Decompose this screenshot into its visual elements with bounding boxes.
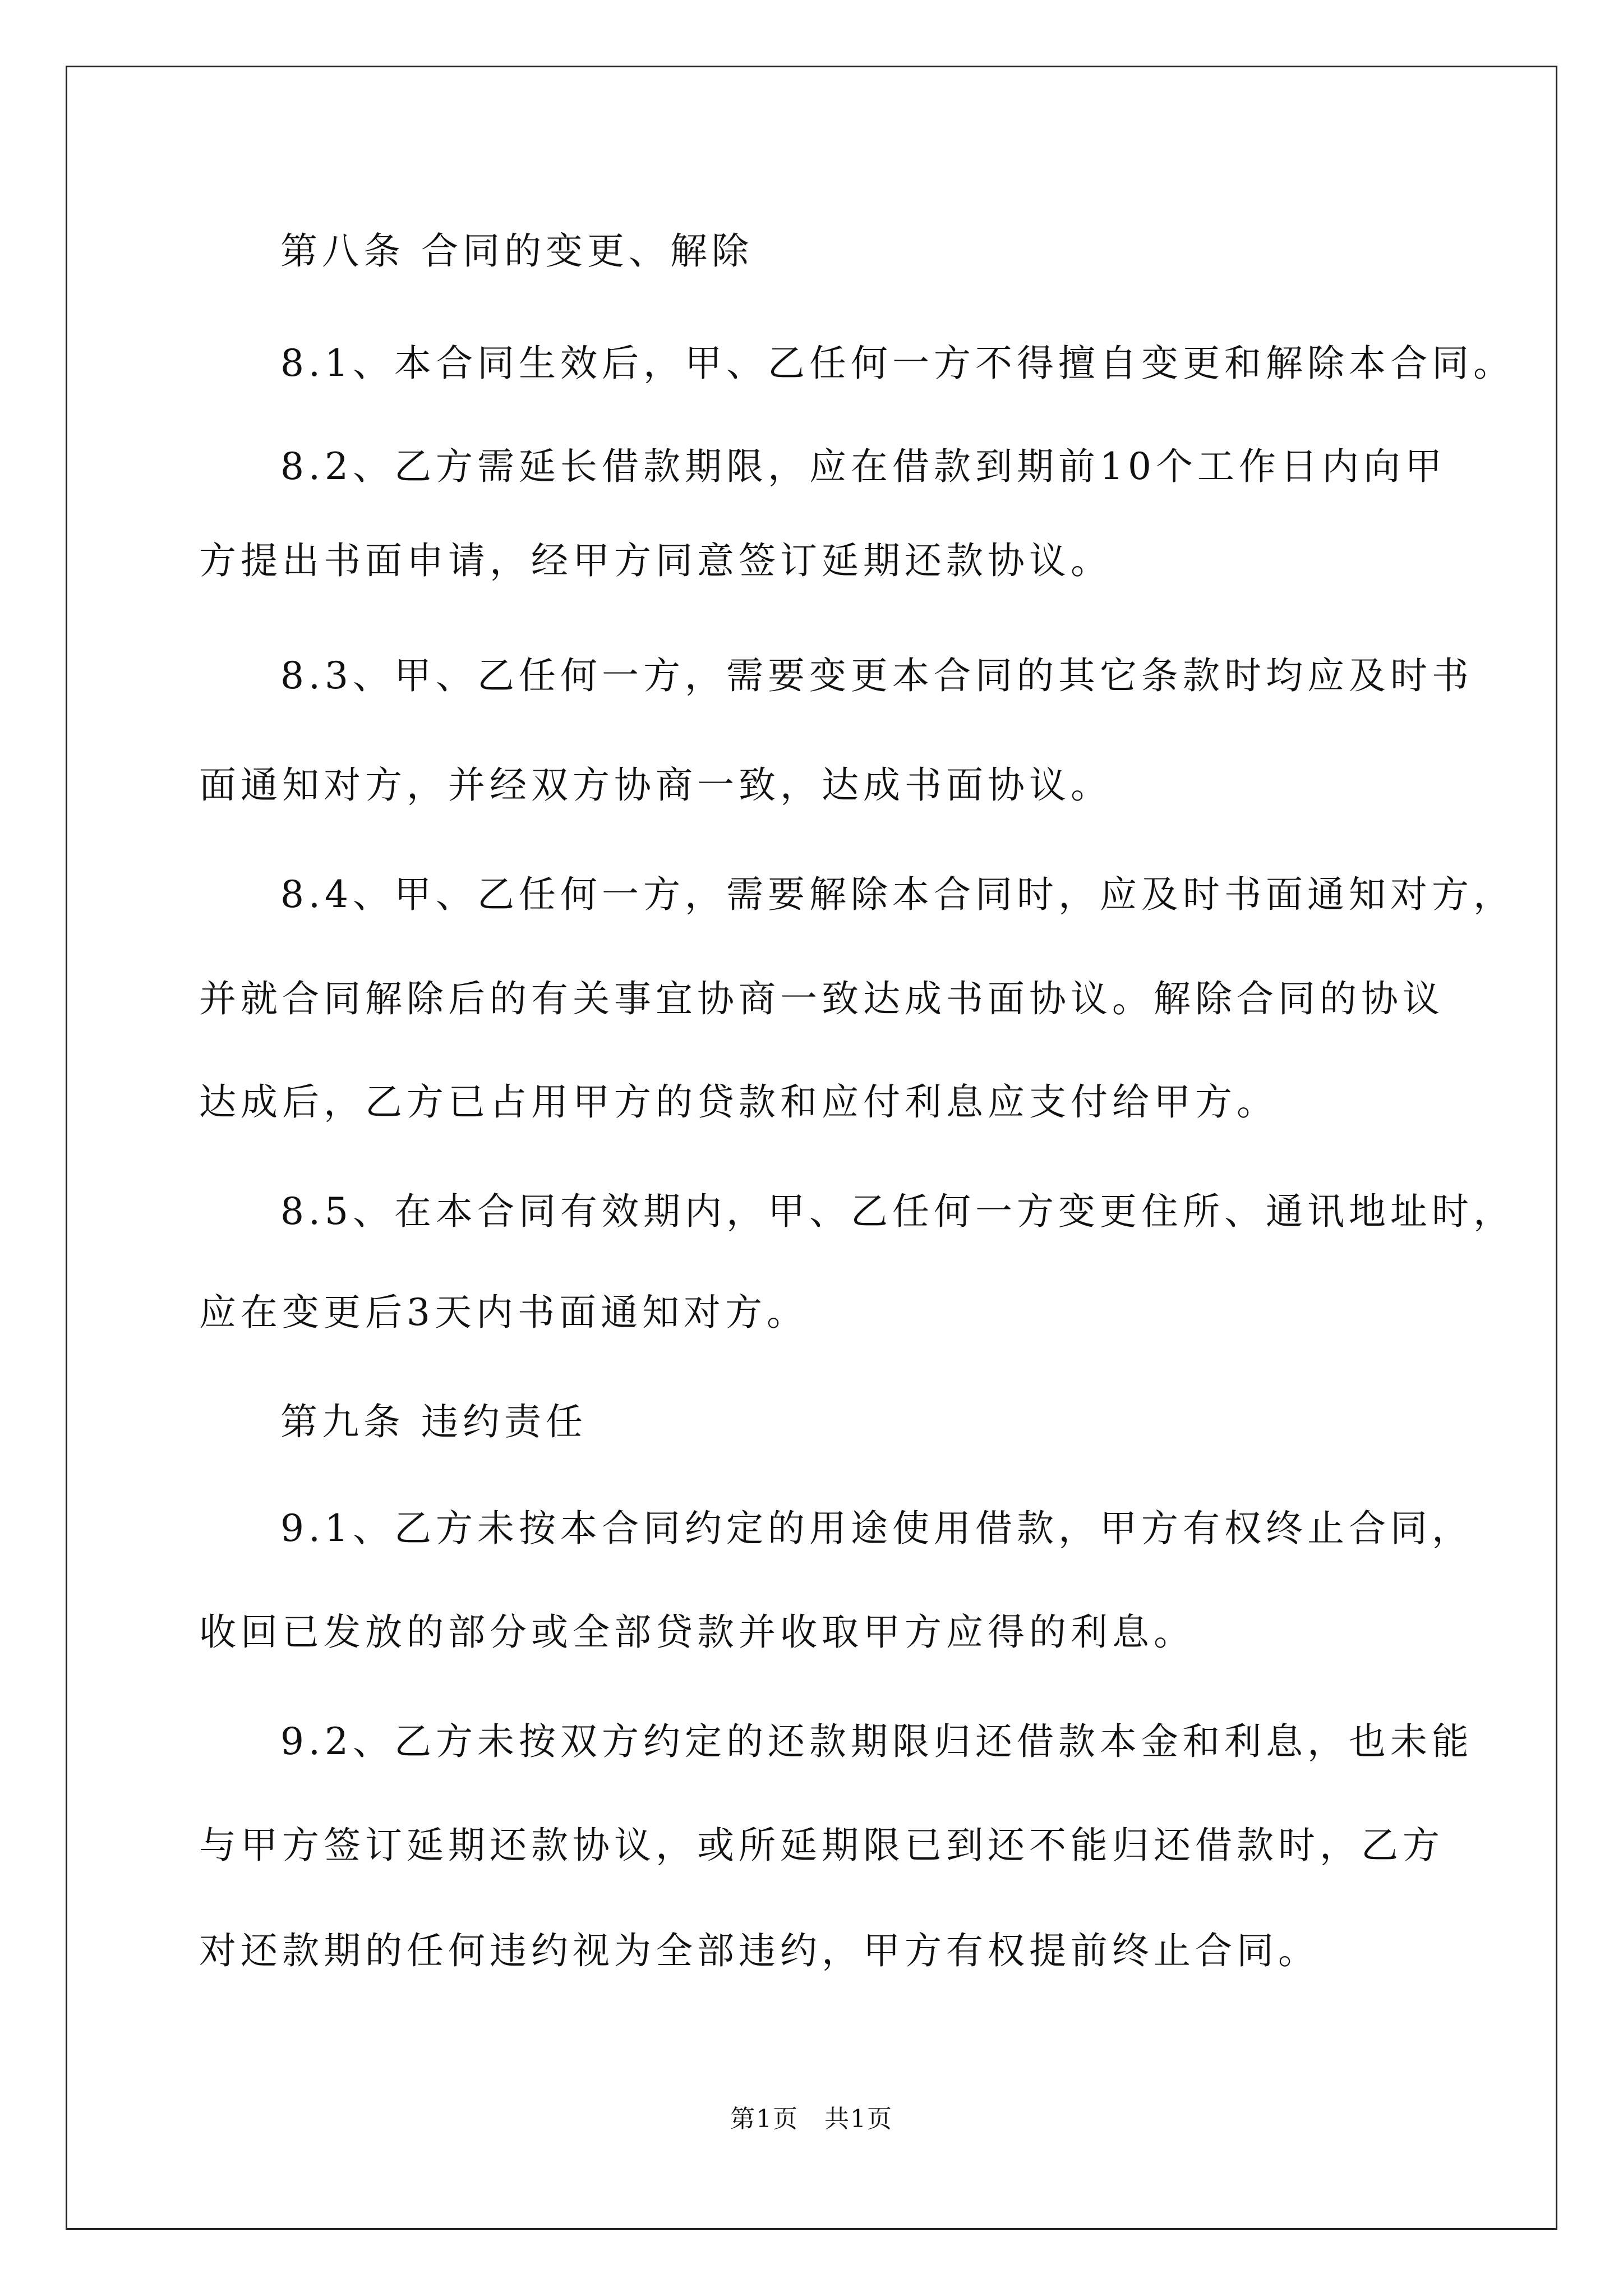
clause-9-2-line-2: 与甲方签订延期还款协议，或所延期限已到还不能归还借款时，乙方 xyxy=(199,1824,1444,1867)
page-border xyxy=(66,66,1557,2230)
clause-8-4-line-3: 达成后，乙方已占用甲方的贷款和应付利息应支付给甲方。 xyxy=(199,1080,1278,1124)
clause-9-2-line-3: 对还款期的任何违约视为全部违约，甲方有权提前终止合同。 xyxy=(199,1929,1320,1972)
clause-9-2-line-1: 9.2、乙方未按双方约定的还款期限归还借款本金和利息，也未能 xyxy=(280,1720,1473,1763)
clause-8-1: 8.1、本合同生效后，甲、乙任何一方不得擅自变更和解除本合同。 xyxy=(280,342,1515,385)
clause-8-5-line-1: 8.5、在本合同有效期内，甲、乙任何一方变更住所、通讯地址时， xyxy=(280,1190,1515,1233)
clause-8-5-line-2: 应在变更后3天内书面通知对方。 xyxy=(199,1291,808,1334)
clause-8-4-line-2: 并就合同解除后的有关事宜协商一致达成书面协议。解除合同的协议 xyxy=(199,977,1444,1020)
clause-8-2-line-2: 方提出书面申请，经甲方同意签订延期还款协议。 xyxy=(199,539,1112,582)
clause-9-1-line-2: 收回已发放的部分或全部贷款并收取甲方应得的利息。 xyxy=(199,1611,1195,1654)
clause-8-2-line-1: 8.2、乙方需延长借款期限，应在借款到期前10个工作日内向甲 xyxy=(280,445,1446,488)
clause-8-3-line-2: 面通知对方，并经双方协商一致，达成书面协议。 xyxy=(199,763,1112,807)
clause-9-1-line-1: 9.1、乙方未按本合同约定的用途使用借款，甲方有权终止合同， xyxy=(280,1507,1473,1550)
clause-8-3-line-1: 8.3、甲、乙任何一方，需要变更本合同的其它条款时均应及时书 xyxy=(280,654,1473,697)
section-heading-8: 第八条 合同的变更、解除 xyxy=(280,229,753,273)
page-number-footer: 第1页 共1页 xyxy=(730,2105,893,2133)
clause-8-4-line-1: 8.4、甲、乙任何一方，需要解除本合同时，应及时书面通知对方， xyxy=(280,873,1515,916)
section-heading-9: 第九条 违约责任 xyxy=(280,1400,587,1443)
